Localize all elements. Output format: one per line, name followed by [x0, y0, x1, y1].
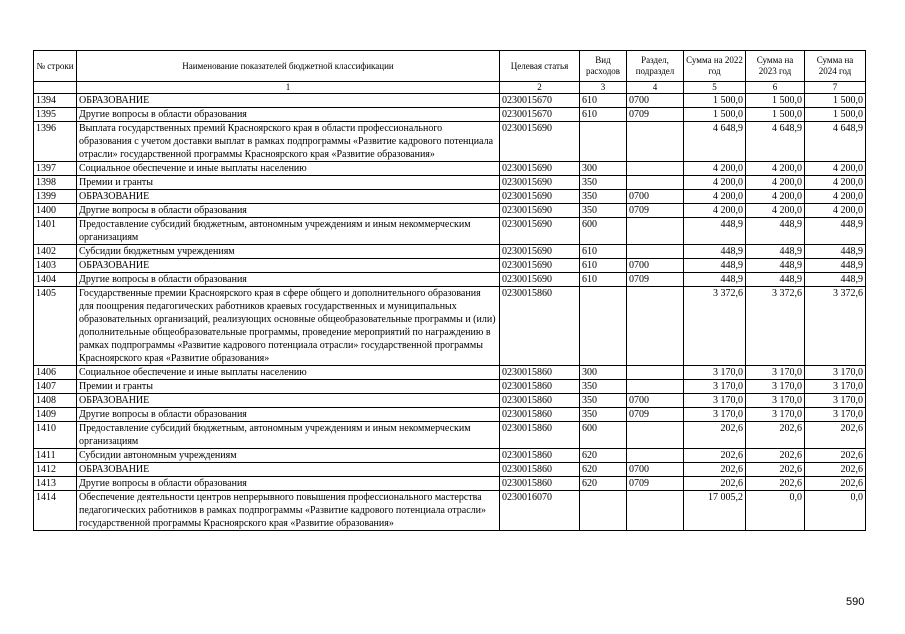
indicator-name-cell: Социальное обеспечение и иные выплаты населению: [77, 366, 500, 380]
sum-2022-cell: 4 200,0: [684, 176, 746, 190]
sum-2022-cell: 202,6: [684, 449, 746, 463]
sum-2022-cell: 202,6: [684, 463, 746, 477]
section-cell: 0700: [627, 259, 684, 273]
indicator-name-cell: Выплата государственных премий Красноярского края в области профессионального образования с учетом доставки выплат в рамках подпрограммы «Развитие кадрового потенциала отрасли» государственной программы Красноярского края «Развитие образования»: [77, 122, 500, 162]
row-number-cell: 1397: [34, 162, 77, 176]
sum-2023-cell: 448,9: [746, 218, 805, 245]
sum-2023-cell: 3 170,0: [746, 380, 805, 394]
sum-2024-cell: 1 500,0: [805, 108, 866, 122]
target-article-cell: 0230015860: [500, 463, 580, 477]
indicator-name-cell: Обеспечение деятельности центров непрерывного повышения профессионального мастерства педагогических работников в рамках подпрограммы «Развитие кадрового потенциала отрасли» государственной программы Красноярского края «Развитие образования»: [77, 491, 500, 531]
expense-type-cell: 300: [580, 366, 627, 380]
row-number-cell: 1411: [34, 449, 77, 463]
sum-2023-cell: 4 200,0: [746, 204, 805, 218]
section-cell: 0709: [627, 408, 684, 422]
sum-2023-cell: 3 170,0: [746, 394, 805, 408]
section-cell: [627, 162, 684, 176]
row-number-cell: 1396: [34, 122, 77, 162]
indicator-name-cell: Другие вопросы в области образования: [77, 408, 500, 422]
expense-type-cell: 620: [580, 477, 627, 491]
table-row: [34, 190, 866, 204]
sum-2024-cell: 1 500,0: [805, 94, 866, 108]
indicator-name-cell: ОБРАЗОВАНИЕ: [77, 259, 500, 273]
expense-type-cell: 350: [580, 408, 627, 422]
row-number-cell: 1407: [34, 380, 77, 394]
sum-2023-cell: 4 200,0: [746, 162, 805, 176]
table-row: [34, 122, 866, 162]
section-cell: [627, 491, 684, 531]
sum-2022-cell: 4 200,0: [684, 190, 746, 204]
section-cell: 0700: [627, 190, 684, 204]
expense-type-cell: [580, 287, 627, 366]
indicator-name-cell: Премии и гранты: [77, 176, 500, 190]
sum-2023-cell: 4 648,9: [746, 122, 805, 162]
target-article-cell: 0230015690: [500, 162, 580, 176]
sum-2022-cell: 4 200,0: [684, 162, 746, 176]
sum-2022-cell: 448,9: [684, 245, 746, 259]
indicator-name-cell: Предоставление субсидий бюджетным, автономным учреждениям и иным некоммерческим организациям: [77, 218, 500, 245]
section-cell: 0709: [627, 273, 684, 287]
sum-2023-cell: 1 500,0: [746, 108, 805, 122]
budget-table: [33, 50, 866, 531]
expense-type-cell: 600: [580, 422, 627, 449]
sum-2024-cell: 202,6: [805, 422, 866, 449]
sum-2024-cell: 3 170,0: [805, 408, 866, 422]
target-article-cell: 0230015690: [500, 259, 580, 273]
target-article-cell: 0230015690: [500, 273, 580, 287]
table-row: [34, 477, 866, 491]
expense-type-cell: 350: [580, 204, 627, 218]
column-number: 7: [805, 82, 866, 94]
row-number-cell: 1405: [34, 287, 77, 366]
sum-2022-cell: 3 170,0: [684, 394, 746, 408]
sum-2024-cell: 202,6: [805, 463, 866, 477]
indicator-name-cell: Субсидии автономным учреждениям: [77, 449, 500, 463]
expense-type-cell: 300: [580, 162, 627, 176]
sum-2024-cell: 202,6: [805, 477, 866, 491]
sum-2024-cell: 0,0: [805, 491, 866, 531]
table-row: [34, 108, 866, 122]
section-cell: 0709: [627, 204, 684, 218]
sum-2023-cell: 3 170,0: [746, 408, 805, 422]
column-number: 1: [77, 82, 500, 94]
target-article-cell: 0230015860: [500, 366, 580, 380]
section-cell: [627, 122, 684, 162]
target-article-cell: 0230015860: [500, 287, 580, 366]
expense-type-cell: 610: [580, 259, 627, 273]
indicator-name-cell: Другие вопросы в области образования: [77, 477, 500, 491]
sum-2022-cell: 448,9: [684, 218, 746, 245]
table-row: [34, 380, 866, 394]
expense-type-cell: 350: [580, 190, 627, 204]
target-article-cell: 0230015860: [500, 477, 580, 491]
sum-2024-cell: 4 200,0: [805, 176, 866, 190]
expense-type-cell: 610: [580, 245, 627, 259]
target-article-cell: 0230016070: [500, 491, 580, 531]
target-article-cell: 0230015690: [500, 122, 580, 162]
target-article-cell: 0230015690: [500, 190, 580, 204]
table-row: [34, 176, 866, 190]
sum-2024-cell: 4 200,0: [805, 204, 866, 218]
row-number-cell: 1402: [34, 245, 77, 259]
expense-type-cell: 350: [580, 176, 627, 190]
sum-2022-cell: 4 200,0: [684, 204, 746, 218]
expense-type-cell: 620: [580, 463, 627, 477]
sum-2022-cell: 4 648,9: [684, 122, 746, 162]
indicator-name-cell: Субсидии бюджетным учреждениям: [77, 245, 500, 259]
indicator-name-cell: Премии и гранты: [77, 380, 500, 394]
section-cell: 0700: [627, 94, 684, 108]
header-sum-2024: Сумма на 2024 год: [805, 51, 866, 82]
sum-2022-cell: 3 170,0: [684, 380, 746, 394]
expense-type-cell: [580, 491, 627, 531]
sum-2024-cell: 3 170,0: [805, 380, 866, 394]
table-row: [34, 287, 866, 366]
expense-type-cell: 350: [580, 380, 627, 394]
sum-2024-cell: 3 372,6: [805, 287, 866, 366]
table-row: [34, 218, 866, 245]
section-cell: [627, 176, 684, 190]
sum-2024-cell: 4 200,0: [805, 162, 866, 176]
row-number-cell: 1412: [34, 463, 77, 477]
table-row: [34, 449, 866, 463]
indicator-name-cell: ОБРАЗОВАНИЕ: [77, 94, 500, 108]
target-article-cell: 0230015690: [500, 245, 580, 259]
table-row: [34, 394, 866, 408]
row-number-cell: 1408: [34, 394, 77, 408]
section-cell: 0709: [627, 108, 684, 122]
indicator-name-cell: ОБРАЗОВАНИЕ: [77, 463, 500, 477]
sum-2023-cell: 448,9: [746, 245, 805, 259]
target-article-cell: 0230015670: [500, 94, 580, 108]
target-article-cell: 0230015670: [500, 108, 580, 122]
column-number: 2: [500, 82, 580, 94]
header-section: Раздел, подраздел: [627, 51, 684, 82]
sum-2024-cell: 448,9: [805, 273, 866, 287]
sum-2022-cell: 1 500,0: [684, 108, 746, 122]
sum-2022-cell: 1 500,0: [684, 94, 746, 108]
target-article-cell: 0230015690: [500, 176, 580, 190]
column-number-blank: [34, 82, 77, 94]
section-cell: 0709: [627, 477, 684, 491]
sum-2023-cell: 202,6: [746, 463, 805, 477]
sum-2022-cell: 3 170,0: [684, 408, 746, 422]
table-row: [34, 259, 866, 273]
section-cell: 0700: [627, 463, 684, 477]
sum-2023-cell: 3 372,6: [746, 287, 805, 366]
sum-2024-cell: 448,9: [805, 245, 866, 259]
column-number: 5: [684, 82, 746, 94]
row-number-cell: 1413: [34, 477, 77, 491]
target-article-cell: 0230015860: [500, 449, 580, 463]
row-number-cell: 1399: [34, 190, 77, 204]
sum-2023-cell: 4 200,0: [746, 190, 805, 204]
section-cell: [627, 380, 684, 394]
sum-2023-cell: 202,6: [746, 477, 805, 491]
column-number: 3: [580, 82, 627, 94]
row-number-cell: 1404: [34, 273, 77, 287]
sum-2024-cell: 4 200,0: [805, 190, 866, 204]
column-number-row: [34, 82, 866, 94]
table-row: [34, 491, 866, 531]
sum-2023-cell: 3 170,0: [746, 366, 805, 380]
row-number-cell: 1395: [34, 108, 77, 122]
row-number-cell: 1406: [34, 366, 77, 380]
sum-2022-cell: 448,9: [684, 273, 746, 287]
target-article-cell: 0230015860: [500, 394, 580, 408]
row-number-cell: 1394: [34, 94, 77, 108]
target-article-cell: 0230015690: [500, 204, 580, 218]
page-number: 590: [846, 596, 865, 608]
sum-2023-cell: 4 200,0: [746, 176, 805, 190]
section-cell: [627, 218, 684, 245]
sum-2024-cell: 3 170,0: [805, 394, 866, 408]
table-row: [34, 422, 866, 449]
expense-type-cell: 600: [580, 218, 627, 245]
sum-2024-cell: 4 648,9: [805, 122, 866, 162]
sum-2022-cell: 448,9: [684, 259, 746, 273]
row-number-cell: 1403: [34, 259, 77, 273]
row-number-cell: 1410: [34, 422, 77, 449]
table-row: [34, 366, 866, 380]
sum-2023-cell: 1 500,0: [746, 94, 805, 108]
table-header: [34, 51, 866, 94]
target-article-cell: 0230015860: [500, 380, 580, 394]
sum-2022-cell: 202,6: [684, 422, 746, 449]
row-number-cell: 1401: [34, 218, 77, 245]
column-number: 6: [746, 82, 805, 94]
row-number-cell: 1400: [34, 204, 77, 218]
indicator-name-cell: ОБРАЗОВАНИЕ: [77, 190, 500, 204]
indicator-name-cell: Предоставление субсидий бюджетным, автономным учреждениям и иным некоммерческим организациям: [77, 422, 500, 449]
column-number: 4: [627, 82, 684, 94]
table-row: [34, 408, 866, 422]
indicator-name-cell: Другие вопросы в области образования: [77, 273, 500, 287]
expense-type-cell: 610: [580, 94, 627, 108]
indicator-name-cell: Другие вопросы в области образования: [77, 204, 500, 218]
header-row-number: № строки: [34, 51, 77, 82]
expense-type-cell: 350: [580, 394, 627, 408]
expense-type-cell: 610: [580, 108, 627, 122]
table-body: [34, 94, 866, 531]
expense-type-cell: 620: [580, 449, 627, 463]
target-article-cell: 0230015860: [500, 422, 580, 449]
sum-2023-cell: 448,9: [746, 259, 805, 273]
row-number-cell: 1398: [34, 176, 77, 190]
header-sum-2023: Сумма на 2023 год: [746, 51, 805, 82]
sum-2024-cell: 448,9: [805, 218, 866, 245]
sum-2024-cell: 448,9: [805, 259, 866, 273]
header-indicator-name: Наименование показателей бюджетной классификации: [77, 51, 500, 82]
indicator-name-cell: ОБРАЗОВАНИЕ: [77, 394, 500, 408]
sum-2022-cell: 202,6: [684, 477, 746, 491]
sum-2023-cell: 0,0: [746, 491, 805, 531]
row-number-cell: 1409: [34, 408, 77, 422]
section-cell: [627, 422, 684, 449]
target-article-cell: 0230015690: [500, 218, 580, 245]
section-cell: [627, 449, 684, 463]
sum-2023-cell: 202,6: [746, 422, 805, 449]
header-expense-type: Вид расходов: [580, 51, 627, 82]
table-row: [34, 273, 866, 287]
section-cell: [627, 287, 684, 366]
sum-2023-cell: 448,9: [746, 273, 805, 287]
sum-2022-cell: 3 372,6: [684, 287, 746, 366]
section-cell: [627, 366, 684, 380]
indicator-name-cell: Социальное обеспечение и иные выплаты населению: [77, 162, 500, 176]
header-target-article: Целевая статья: [500, 51, 580, 82]
sum-2024-cell: 3 170,0: [805, 366, 866, 380]
section-cell: 0700: [627, 394, 684, 408]
sum-2022-cell: 3 170,0: [684, 366, 746, 380]
table-row: [34, 94, 866, 108]
sum-2023-cell: 202,6: [746, 449, 805, 463]
header-sum-2022: Сумма на 2022 год: [684, 51, 746, 82]
table-row: [34, 245, 866, 259]
header-row: [34, 51, 866, 82]
sum-2022-cell: 17 005,2: [684, 491, 746, 531]
table-row: [34, 204, 866, 218]
indicator-name-cell: Другие вопросы в области образования: [77, 108, 500, 122]
row-number-cell: 1414: [34, 491, 77, 531]
section-cell: [627, 245, 684, 259]
sum-2024-cell: 202,6: [805, 449, 866, 463]
expense-type-cell: 610: [580, 273, 627, 287]
expense-type-cell: [580, 122, 627, 162]
table-row: [34, 162, 866, 176]
indicator-name-cell: Государственные премии Красноярского края в сфере общего и дополнительного образования для поощрения педагогических работников краевых государственных и муниципальных образовательных организаций, реализующих основные общеобразовательные программы и (или) дополнительные общеобразовательные программы, проведение мероприятий по награждению в рамках подпрограммы «Развитие кадрового потенциала отрасли» государственной программы Красноярского края «Развитие образования»: [77, 287, 500, 366]
table-row: [34, 463, 866, 477]
target-article-cell: 0230015860: [500, 408, 580, 422]
